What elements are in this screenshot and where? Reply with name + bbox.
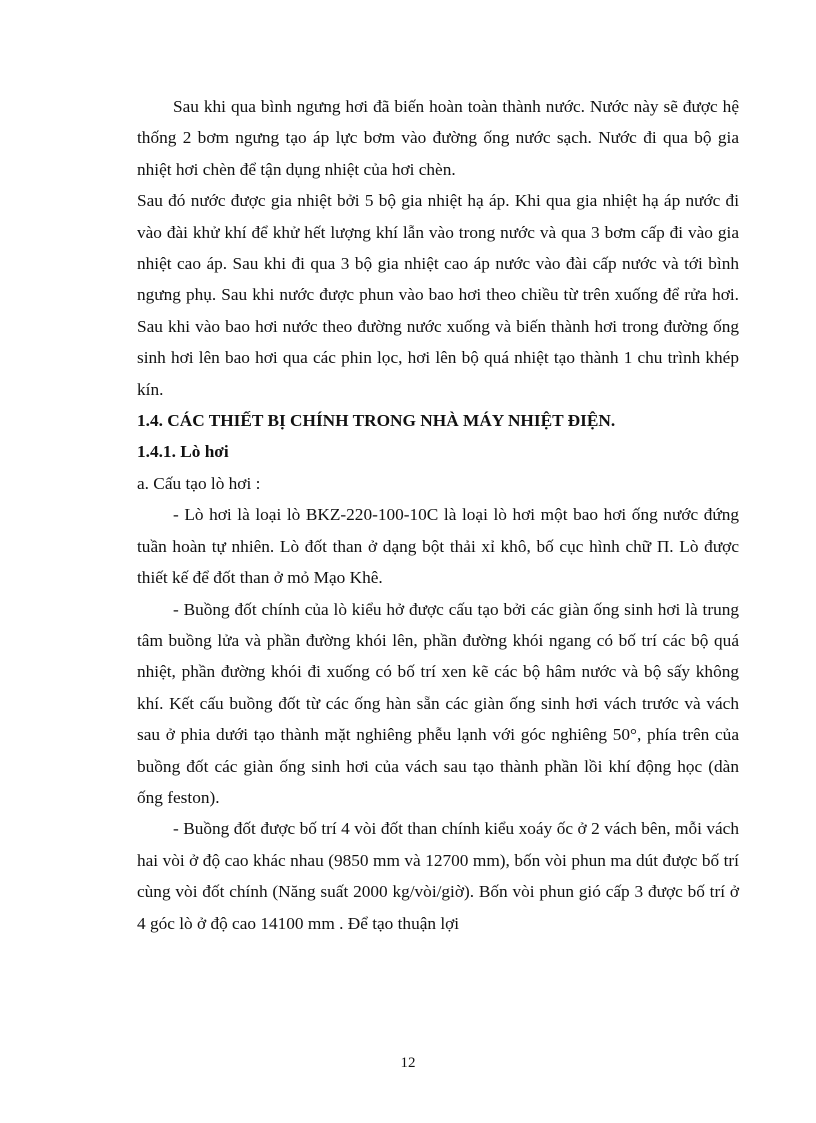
paragraph-condenser-water: Sau khi qua bình ngưng hơi đã biến hoàn toàn thành nước. Nước này sẽ được hệ thống 2 bơm ngưng tạo áp lực bơm vào đường ống nước sạch. Nước đi qua bộ gia nhiệt hơi chèn để tận dụng nhiệt của hơi chèn. bbox=[137, 97, 739, 179]
page-body bbox=[137, 91, 739, 939]
paragraph-combustion-chamber: - Buồng đốt chính của lò kiểu hở được cấu tạo bởi các giàn ống sinh hơi là trung tâm buồng lửa và phần đường khói lên, phần đường khói ngang có bố trí các bộ quá nhiệt, phần đường khói đi xuống có bố trí xen kẽ các bộ hâm nước và bộ sấy không khí. Kết cấu buồng đốt từ các ống hàn sẵn các giàn ống sinh hơi vách trước và vách sau ở phia dưới tạo thành mặt nghiêng phễu lạnh với góc nghiêng 50°, phía trên của buồng đốt các giàn ống sinh hơi của vách sau tạo thành phần lồi khí động học (dàn ống feston). bbox=[137, 599, 739, 807]
paragraph-burners: - Buồng đốt được bố trí 4 vòi đốt than chính kiểu xoáy ốc ở 2 vách bên, mỗi vách hai vòi ở độ cao khác nhau (9850 mm và 12700 mm), bốn vòi phun ma dút được bố trí cùng vòi đốt chính (Năng suất 2000 kg/vòi/giờ). Bốn vòi phun gió cấp 3 được bố trí ở 4 góc lò ở độ cao 14100 mm . Để tạo thuận lợi bbox=[137, 819, 739, 933]
subsection-heading-boiler: 1.4.1. Lò hơi bbox=[137, 442, 229, 462]
section-heading-main-equipment: 1.4. CÁC THIẾT BỊ CHÍNH TRONG NHÀ MÁY NHIỆT ĐIỆN. bbox=[137, 411, 616, 431]
page-number: 12 bbox=[400, 1055, 416, 1071]
boiler-structure-label: a. Cấu tạo lò hơi : bbox=[137, 473, 261, 493]
paragraph-feedwater-heating: Sau đó nước được gia nhiệt bởi 5 bộ gia nhiệt hạ áp. Khi qua gia nhiệt hạ áp nước đi vào đài khử khí để khử hết lượng khí lẫn vào trong nước và qua 3 bơm cấp đi vào gia nhiệt cao áp. Sau khi đi qua 3 bộ gia nhiệt cao áp nước vào đài cấp nước và tới bình ngưng phụ. Sau khi nước được phun vào bao hơi theo chiều từ trên xuống để rửa hơi. Sau khi vào bao hơi nước theo đường nước xuống và biến thành hơi trong đường ống sinh hơi lên bao hơi qua các phin lọc, hơi lên bộ quá nhiệt tạo thành 1 chu trình khép kín. bbox=[137, 191, 739, 399]
paragraph-boiler-type: - Lò hơi là loại lò BKZ-220-100-10C là loại lò hơi một bao hơi ống nước đứng tuần hoàn tự nhiên. Lò đốt than ở dạng bột thải xỉ khô, bố cục hình chữ П. Lò được thiết kế để đốt than ở mỏ Mạo Khê. bbox=[137, 505, 739, 588]
